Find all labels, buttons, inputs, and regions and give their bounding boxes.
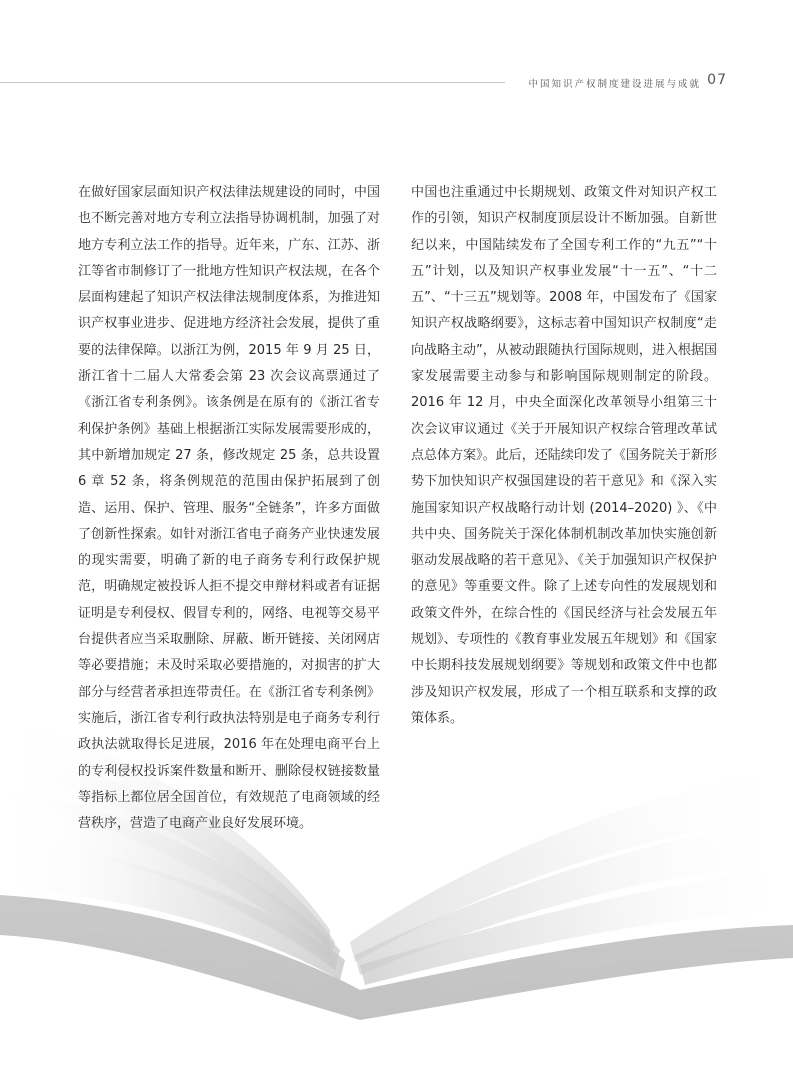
- header-rule: [0, 82, 505, 83]
- page-number: 07: [707, 72, 727, 88]
- paragraph-right: 中国也注重通过中长期规划、政策文件对知识产权工作的引领，知识产权制度顶层设计不断加强。自新世纪以来，中国陆续发布了全国专利工作的“九五”“十五”计划，以及知识产权事业发展“十一五”、“十二五”、“十三五”规划等。2008 年，中国发布了《国家知识产权战略纲要》，这标志着中国知识产权制度“走向战略主动”，从被动跟随执行国际规则，进入根据国家发展需要主动参与和影响国际规则制定的阶段。2016 年 12 月，中央全面深化改革领导小组第三十次会议审议通过《关于开展知识产权综合管理改革试点总体方案》。此后，还陆续印发了《国务院关于新形势下加快知识产权强国建设的若干意见》和《深入实施国家知识产权战略行动计划 (2014–2020) 》、《中共中央、国务院关于深化体制机制改革加快实施创新驱动发展战略的若干意见》、《关于加强知识产权保护的意见》等重要文件。除了上述专向性的发展规划和政策文件外，在综合性的《国民经济与社会发展五年规划》、专项性的《教育事业发展五年规划》和《国家中长期科技发展规划纲要》等规划和政策文件中也都涉及知识产权发展，形成了一个相互联系和支撑的政策体系。: [411, 185, 717, 726]
- running-header-title: 中国知识产权制度建设进展与成就: [528, 79, 701, 90]
- body-text-right-column: [411, 180, 717, 732]
- paragraph-left: 在做好国家层面知识产权法律法规建设的同时，中国也不断完善对地方专利立法指导协调机制，加强了对地方专利立法工作的指导。近年来，广东、江苏、浙江等省市制修订了一批地方性知识产权法规，在各个层面构建起了知识产权法律法规制度体系，为推进知识产权事业进步、促进地方经济社会发展，提供了重要的法律保障。以浙江为例，2015 年 9 月 25 日，浙江省十二届人大常委会第 23 次会议高票通过了《浙江省专利条例》。该条例是在原有的《浙江省专利保护条例》基础上根据浙江实际发展需要形成的，其中新增加规定 27 条，修改规定 25 条，总共设置 6 章 52 条，将条例规范的范围由保护拓展到了创造、运用、保护、管理、服务“全链条”，许多方面做了创新性探索。如针对浙江省电子商务产业快速发展的现实需要，明确了新的电子商务专利行政保护规范，明确规定被投诉人拒不提交申辩材料或者有证据证明是专利侵权、假冒专利的，网络、电视等交易平台提供者应当采取删除、屏蔽、断开链接、关闭网店等必要措施；未及时采取必要措施的，对损害的扩大部分与经营者承担连带责任。在《浙江省专利条例》实施后，浙江省专利行政执法特别是电子商务专利行政执法就取得长足进展，2016 年在处理电商平台上的专利侵权投诉案件数量和断开、删除侵权链接数量等指标上都位居全国首位，有效规范了电商领域的经营秩序，营造了电商产业良好发展环境。: [78, 185, 380, 832]
- body-text-left-column: [78, 180, 380, 837]
